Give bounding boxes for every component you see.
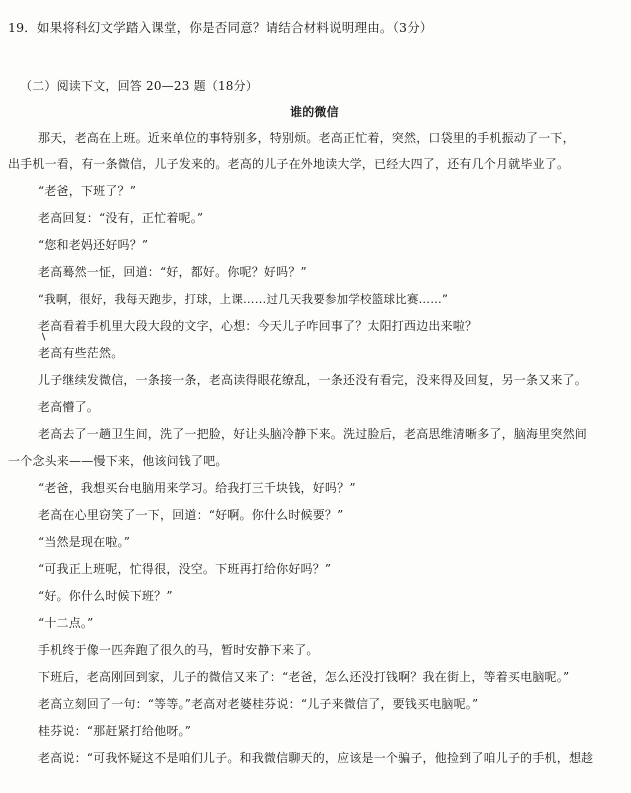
paragraph-line: 老高立刻回了一句：“等等。”老高对老婆桂芬说：“儿子来微信了，要钱买电脑呢。” — [38, 697, 479, 711]
paragraph-line: 儿子继续发微信，一条接一条，老高读得眼花缭乱，一条还没有看完，没来得及回复，另一条又来了。 — [38, 373, 588, 387]
paragraph-line: 下班后，老高刚回到家，儿子的微信又来了：“老爸，怎么还没打钱啊？我在街上，等着买电脑呢。” — [38, 670, 570, 684]
paragraph-line: 老高有些茫然。 — [38, 346, 124, 360]
paragraph-line: 老高回复：“没有，正忙着呢。” — [38, 211, 204, 225]
paragraph-line: 老高懵了。 — [38, 400, 100, 414]
paragraph-line: “您和老妈还好吗？” — [38, 238, 149, 252]
paragraph-line: “老爸，我想买台电脑用来学习。给我打三千块钱，好吗？” — [38, 481, 356, 495]
question-19: 19．如果将科幻文学踏入课堂，你是否同意？请结合材料说明理由。（3分） — [8, 20, 433, 35]
paragraph-line: “好。你什么时候下班？” — [38, 589, 173, 603]
paragraph-line: 手机终于像一匹奔跑了很久的马，暂时安静下来了。 — [38, 643, 319, 657]
paragraph-line: 老高在心里窃笑了一下，回道：“好啊。你什么时候要？” — [38, 508, 344, 522]
paragraph-line: “可我正上班呢，忙得很，没空。下班再打给你好吗？” — [38, 562, 332, 576]
paragraph-line: 老高看着手机里大段大段的文字，心想：今天儿子咋回事了？太阳打西边出来啦？ — [38, 319, 478, 333]
paragraph-line: 一个念头来——慢下来，他该问钱了吧。 — [8, 454, 228, 468]
section-heading: （二）阅读下文，回答 20—23 题（18分） — [20, 79, 259, 93]
paragraph-line: “当然是现在啦。” — [38, 535, 131, 549]
paragraph-line: 老高去了一趟卫生间，洗了一把脸，好让头脑冷静下来。洗过脸后，老高思维清晰多了，脑海里突然间 — [38, 427, 588, 441]
paragraph-line: 老高说：“可我怀疑这不是咱们儿子。和我微信聊天的，应该是一个骗子，他捡到了咱儿子的手机，想趁 — [38, 751, 594, 765]
paragraph-line: “老爸，下班了？” — [38, 184, 137, 198]
paragraph-line: 桂芬说：“那赶紧打给他呀。” — [38, 724, 192, 738]
paragraph-line: 老高蓦然一怔，回道：“好，都好。你呢？好吗？” — [38, 265, 307, 279]
paragraph-line: 出手机一看，有一条微信，儿子发来的。老高的儿子在外地读大学，已经大四了，还有几个月就毕业了。 — [8, 157, 570, 171]
paragraph-line: 那天，老高在上班。近来单位的事特别多，特别烦。老高正忙着，突然，口袋里的手机振动了一下， — [38, 131, 575, 145]
paragraph-line: “十二点。” — [38, 616, 94, 630]
paragraph-line: “我啊，很好，我每天跑步，打球，上课……过几天我要参加学校篮球比赛……” — [38, 292, 449, 306]
article-title: 谁的微信 — [290, 105, 339, 119]
